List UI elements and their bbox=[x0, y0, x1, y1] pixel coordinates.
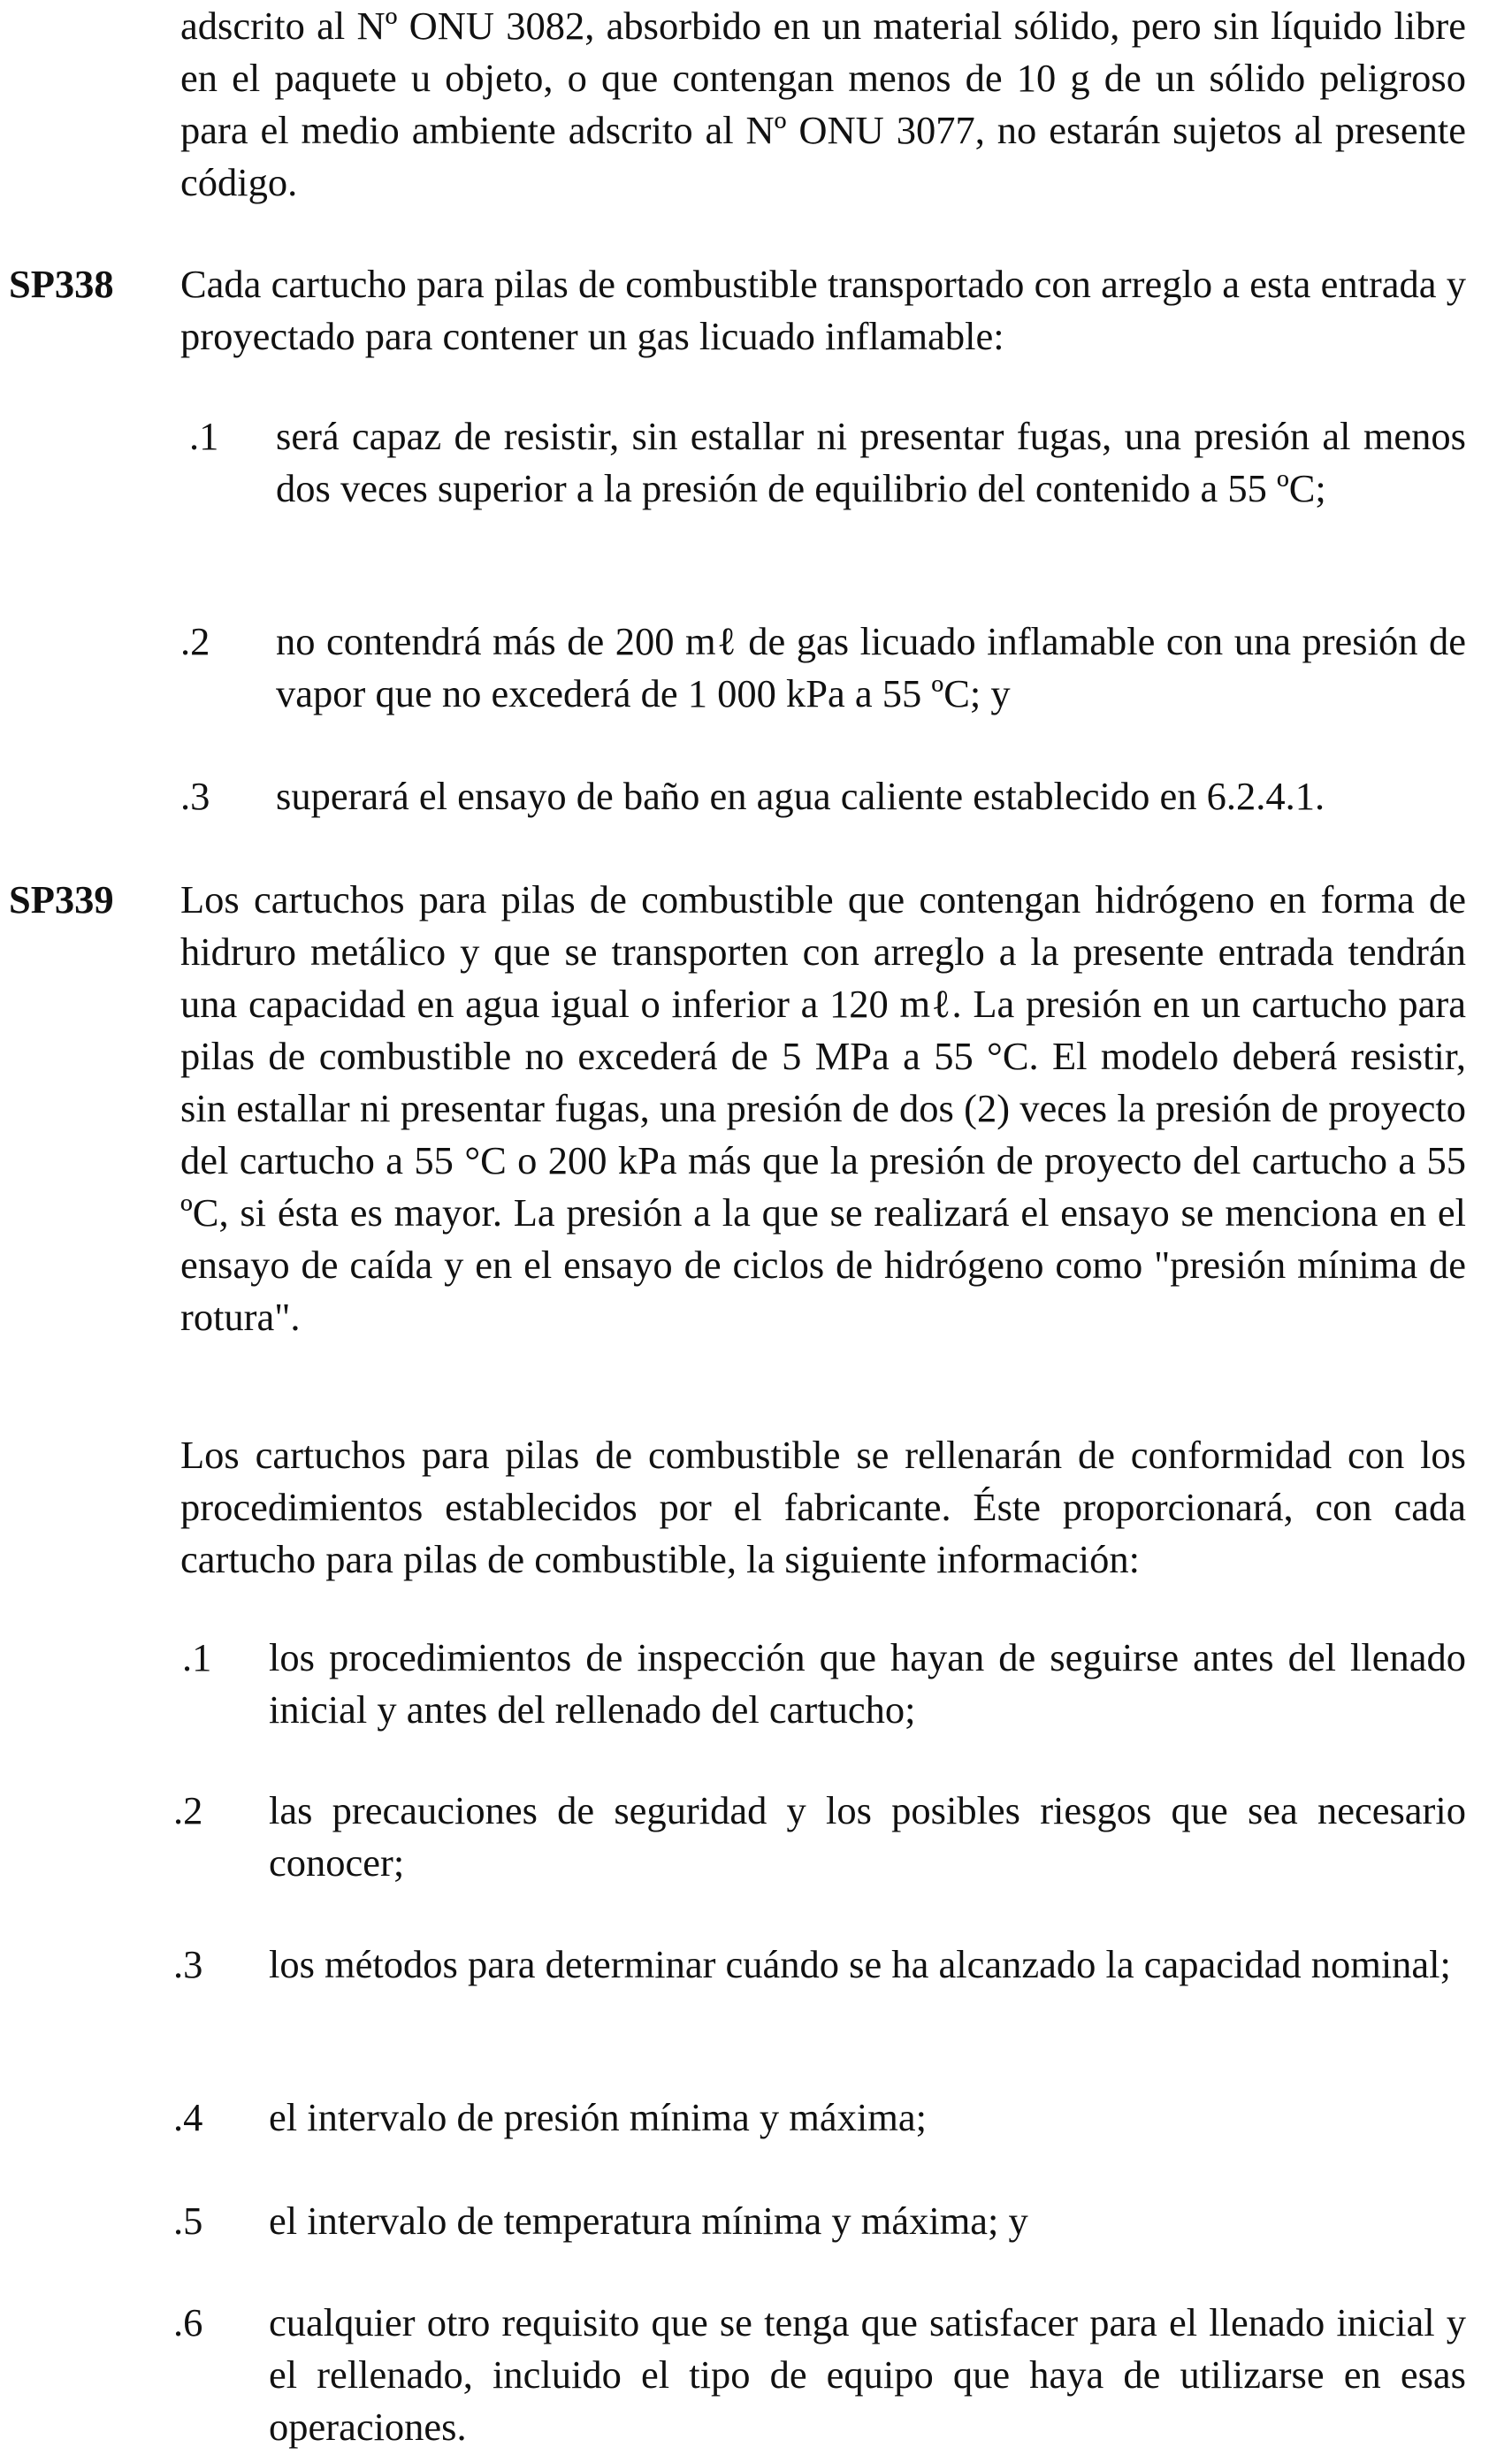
sp338-item-1-number: .1 bbox=[189, 414, 219, 458]
sp339-text-2: Los cartuchos para pilas de combustible se rellenarán de conformidad con los procedimientos establecidos por el fabricante. Éste proporcionará, con cada cartucho para pilas de combustible, la siguiente información: bbox=[180, 1433, 1466, 1581]
sp339-item-4-text: el intervalo de presión mínima y máxima; bbox=[269, 2095, 927, 2139]
sp338-item-2-number: .2 bbox=[180, 619, 210, 663]
sp338-item-2-text: no contendrá más de 200 mℓ de gas licuado inflamable con una presión de vapor que no excederá de 1 000 kPa a 55 ºC; y bbox=[276, 619, 1466, 715]
sp339-text: Los cartuchos para pilas de combustible que contengan hidrógeno en forma de hidruro metálico y que se transporten con arreglo a la presente entrada tendrán una capacidad en agua igual o inferior a 120 mℓ. La presión en un cartucho para pilas de combustible no excederá de 5 MPa a 55 °C. El modelo deberá resistir, sin estallar ni presentar fugas, una presión de dos (2) veces la presión de proyecto del cartucho a 55 °C o 200 kPa más que la presión de proyecto del cartucho a 55 ºC, si ésta es mayor. La presión a la que se realizará el ensayo se menciona en el ensayo de caída y en el ensayo de ciclos de hidrógeno como "presión mínima de rotura". bbox=[180, 877, 1466, 1339]
sp339-item-2-text: las precauciones de seguridad y los posibles riesgos que sea necesario conocer; bbox=[269, 1788, 1466, 1885]
sp339-code: SP339 bbox=[9, 877, 114, 922]
sp338-item-1-text: será capaz de resistir, sin estallar ni presentar fugas, una presión al menos dos veces superior a la presión de equilibrio del contenido a 55 ºC; bbox=[276, 414, 1466, 510]
sp339-item-3-text: los métodos para determinar cuándo se ha alcanzado la capacidad nominal; bbox=[269, 1942, 1451, 1986]
sp339-item-2-number: .2 bbox=[173, 1788, 203, 1832]
intro-paragraph: adscrito al Nº ONU 3082, absorbido en un material sólido, pero sin líquido libre en el paquete u objeto, o que contengan menos de 10 g de un sólido peligroso para el medio ambiente adscrito al Nº ONU 3077, no estarán sujetos al presente código. bbox=[180, 4, 1466, 204]
sp338-text: Cada cartucho para pilas de combustible transportado con arreglo a esta entrada y proyectado para contener un gas licuado inflamable: bbox=[180, 262, 1466, 358]
sp339-item-4-number: .4 bbox=[173, 2095, 203, 2139]
sp339-item-5-number: .5 bbox=[173, 2199, 203, 2243]
sp339-item-3-number: .3 bbox=[173, 1942, 203, 1986]
sp339-item-6-text: cualquier otro requisito que se tenga que satisfacer para el llenado inicial y el rellenado, incluido el tipo de equipo que haya de utilizarse en esas operaciones. bbox=[269, 2300, 1466, 2449]
sp339-item-1-number: .1 bbox=[182, 1635, 212, 1679]
sp338-code: SP338 bbox=[9, 262, 114, 306]
sp338-item-3-number: .3 bbox=[180, 774, 210, 818]
sp339-item-5-text: el intervalo de temperatura mínima y máxima; y bbox=[269, 2199, 1028, 2243]
sp338-item-3-text: superará el ensayo de baño en agua caliente establecido en 6.2.4.1. bbox=[276, 774, 1325, 818]
sp339-item-1-text: los procedimientos de inspección que hayan de seguirse antes del llenado inicial y antes del rellenado del cartucho; bbox=[269, 1635, 1466, 1732]
sp339-item-6-number: .6 bbox=[173, 2300, 203, 2344]
